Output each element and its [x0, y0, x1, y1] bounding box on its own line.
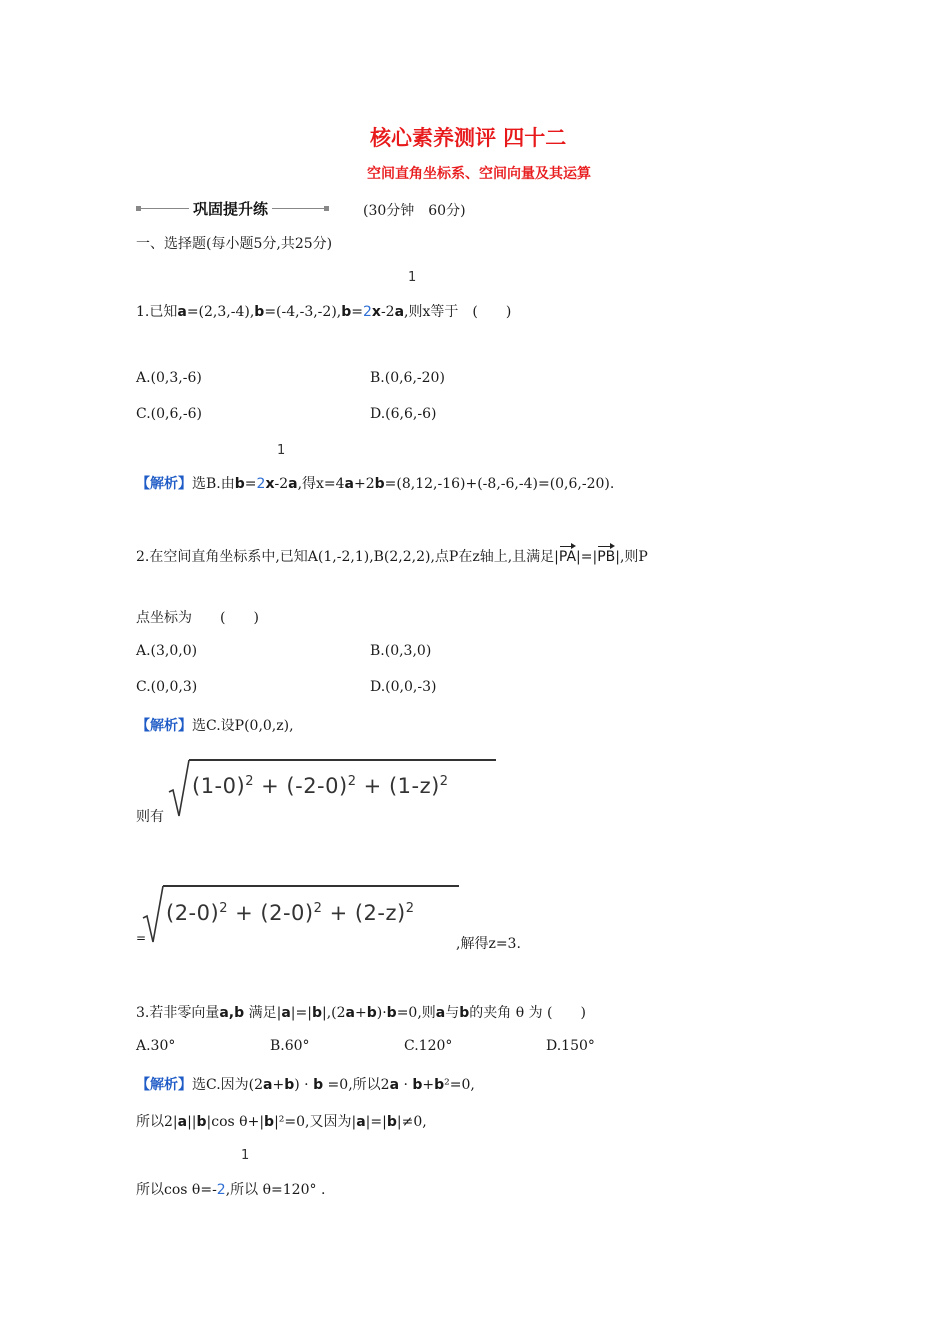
q1-analysis-text: =: [244, 476, 257, 492]
vector-a: a: [356, 1114, 366, 1130]
vector-b: b: [412, 1077, 423, 1093]
q3-analysis-text: |²=0,又因为|: [274, 1114, 357, 1130]
q3-stem-text: 满足|: [244, 1005, 282, 1021]
math-exponent: 2: [347, 774, 357, 789]
math-term: + (2-0): [235, 901, 314, 925]
q2-equals: =: [136, 931, 147, 945]
vector-b: b: [264, 1114, 275, 1130]
q3-analysis-text: +: [272, 1077, 285, 1093]
vector-a: a: [263, 1077, 273, 1093]
vector-b: b: [313, 1077, 324, 1093]
q3-analysis-text: ,所以 θ=120° .: [225, 1182, 326, 1198]
q3-analysis-line1: [136, 1074, 475, 1094]
vector-b: b: [341, 304, 352, 320]
part-heading: 一、选择题(每小题5分,共25分): [136, 236, 333, 252]
vector-b: b: [459, 1005, 470, 1021]
q1-stem-text: =: [351, 304, 363, 320]
q3-analysis-text: =0,所以2: [323, 1077, 390, 1093]
q1-analysis-text: +2: [354, 476, 375, 492]
q3-analysis-text: ) ·: [294, 1077, 314, 1093]
q1-option-c: C.(0,6,-6): [136, 406, 202, 422]
q3-analysis-line3: [136, 1179, 325, 1199]
vector-pb: PB: [597, 549, 616, 565]
vector-b: b: [386, 1005, 397, 1021]
q2-option-a: A.(3,0,0): [136, 643, 198, 659]
math-expression-1: [192, 774, 449, 798]
analysis-tag: 【解析】: [136, 1077, 192, 1093]
q2-analysis-text: 选C.设P(0,0,z),: [192, 718, 294, 734]
q2-option-c: C.(0,0,3): [136, 679, 198, 695]
q1-analysis: [136, 473, 614, 493]
q1-stem-text: -2: [380, 304, 395, 320]
q3-stem-text: 的夹角 θ 为 ( ): [469, 1005, 586, 1021]
q2-then-label: 则有: [136, 809, 164, 825]
q3-stem-text: |,(2: [321, 1005, 346, 1021]
math-term: + (2-z): [329, 901, 406, 925]
math-exponent: 2: [405, 901, 415, 916]
q3-analysis-text: |cos θ+|: [206, 1114, 265, 1130]
math-term: + (1-z): [363, 774, 440, 798]
q3-stem-text: =0,则: [396, 1005, 436, 1021]
q2-stem: [136, 546, 648, 566]
q1-stem: [136, 301, 511, 321]
vector-pa: PA: [558, 549, 577, 565]
q2-analysis: [136, 715, 294, 735]
q3-option-c: C.120°: [404, 1038, 453, 1054]
vector-x: x: [265, 476, 275, 492]
math-exponent: 2: [245, 774, 254, 789]
vector-a: a: [177, 1114, 188, 1130]
q3-analysis-text: +: [422, 1077, 435, 1093]
q3-analysis-text: ²=0,: [444, 1077, 475, 1093]
section-time: (30分钟 60分): [363, 203, 466, 219]
q1-option-d: D.(6,6,-6): [370, 406, 437, 422]
q3-frac-denominator: 2: [216, 1182, 226, 1198]
math-expression-2: [166, 901, 415, 925]
q2-option-b: B.(0,3,0): [370, 643, 432, 659]
vector-b: b: [366, 1005, 377, 1021]
q3-option-b: B.60°: [270, 1038, 310, 1054]
math-exponent: 2: [439, 774, 449, 789]
vector-a: a: [177, 304, 187, 320]
q1-stem-text: =(2,3,-4),: [186, 304, 255, 320]
math-exponent: 2: [219, 901, 228, 916]
q2-stem-text: 2.在空间直角坐标系中,已知A(1,-2,1),B(2,2,2),点P在z轴上,且满足|: [136, 549, 559, 565]
page-title: 核心素养测评 四十二: [370, 126, 567, 150]
q3-analysis-text: ·: [399, 1077, 413, 1093]
q3-stem-text: |=|: [290, 1005, 312, 1021]
q2-stem-cont: 点坐标为 ( ): [136, 610, 259, 626]
q1-analysis-text: ,得x=4: [297, 476, 345, 492]
q3-analysis-text: 选C.因为(2: [192, 1077, 264, 1093]
math-term: + (-2-0): [261, 774, 348, 798]
vector-b: b: [374, 476, 385, 492]
vector-b: b: [434, 1077, 445, 1093]
bar-line-right: [272, 208, 324, 209]
math-exponent: 2: [313, 901, 323, 916]
q1-analysis-frac-numerator: 1: [277, 443, 286, 458]
vectors-a-b: a,b: [219, 1005, 245, 1021]
vector-a: a: [345, 1005, 355, 1021]
sqrt-overbar: [189, 759, 496, 761]
section-bar: [136, 198, 329, 219]
q3-stem-text: 3.若非零向量: [136, 1005, 220, 1021]
q3-stem-text: +: [354, 1005, 367, 1021]
q1-frac-denominator: 2: [363, 304, 372, 320]
q1-stem-text: =(-4,-3,-2),: [264, 304, 342, 320]
vector-b: b: [196, 1114, 207, 1130]
math-term: (2-0): [166, 901, 220, 925]
vector-b: b: [386, 1114, 397, 1130]
q2-stem-text: |=|: [576, 549, 598, 565]
vector-a: a: [281, 1005, 291, 1021]
vector-b: b: [254, 304, 265, 320]
vector-a: a: [435, 1005, 446, 1021]
vector-b: b: [234, 476, 245, 492]
q2-stem-text: |,则P: [615, 549, 648, 565]
q3-option-d: D.150°: [546, 1038, 595, 1054]
q1-option-a: A.(0,3,-6): [136, 370, 202, 386]
bar-line-left: [141, 208, 189, 209]
math-term: (1-0): [192, 774, 246, 798]
vector-b: b: [311, 1005, 322, 1021]
q1-analysis-text: -2: [274, 476, 289, 492]
q3-stem-text: 与: [445, 1005, 460, 1021]
q1-stem-text: 1.已知: [136, 304, 178, 320]
analysis-tag: 【解析】: [136, 476, 192, 492]
vector-b: b: [284, 1077, 295, 1093]
sqrt-sign: [142, 884, 166, 946]
q3-analysis-text: |=|: [365, 1114, 387, 1130]
q3-stem: [136, 1002, 586, 1022]
section-label: 巩固提升练: [193, 200, 269, 218]
sqrt-overbar: [163, 885, 459, 887]
q3-frac-numerator: 1: [241, 1148, 250, 1163]
q1-frac-numerator: 1: [408, 270, 417, 285]
vector-x: x: [371, 304, 381, 320]
q3-analysis-text: |≠0,: [396, 1114, 427, 1130]
bar-dot-right: [324, 206, 329, 211]
q2-result: ,解得z=3.: [456, 936, 521, 952]
q3-analysis-text: 所以2|: [136, 1114, 178, 1130]
vector-a: a: [344, 476, 354, 492]
page-subtitle: 空间直角坐标系、空间向量及其运算: [367, 166, 591, 182]
q3-analysis-text: 所以cos θ=-: [136, 1182, 217, 1198]
vector-a: a: [389, 1077, 400, 1093]
vector-a: a: [394, 304, 405, 320]
q1-analysis-text: =(8,12,-16)+(-8,-6,-4)=(0,6,-20).: [384, 476, 615, 492]
q3-analysis-line2: [136, 1111, 427, 1131]
q3-stem-text: )·: [376, 1005, 387, 1021]
q3-option-a: A.30°: [136, 1038, 176, 1054]
q3-analysis-text: ||: [187, 1114, 197, 1130]
q2-option-d: D.(0,0,-3): [370, 679, 437, 695]
q1-option-b: B.(0,6,-20): [370, 370, 445, 386]
q1-stem-text: ,则x等于 ( ): [404, 304, 512, 320]
sqrt-sign: [168, 758, 192, 820]
vector-a: a: [288, 476, 298, 492]
analysis-tag: 【解析】: [136, 718, 192, 734]
q1-analysis-frac-denominator: 2: [256, 476, 266, 492]
q1-analysis-text: 选B.由: [192, 476, 235, 492]
